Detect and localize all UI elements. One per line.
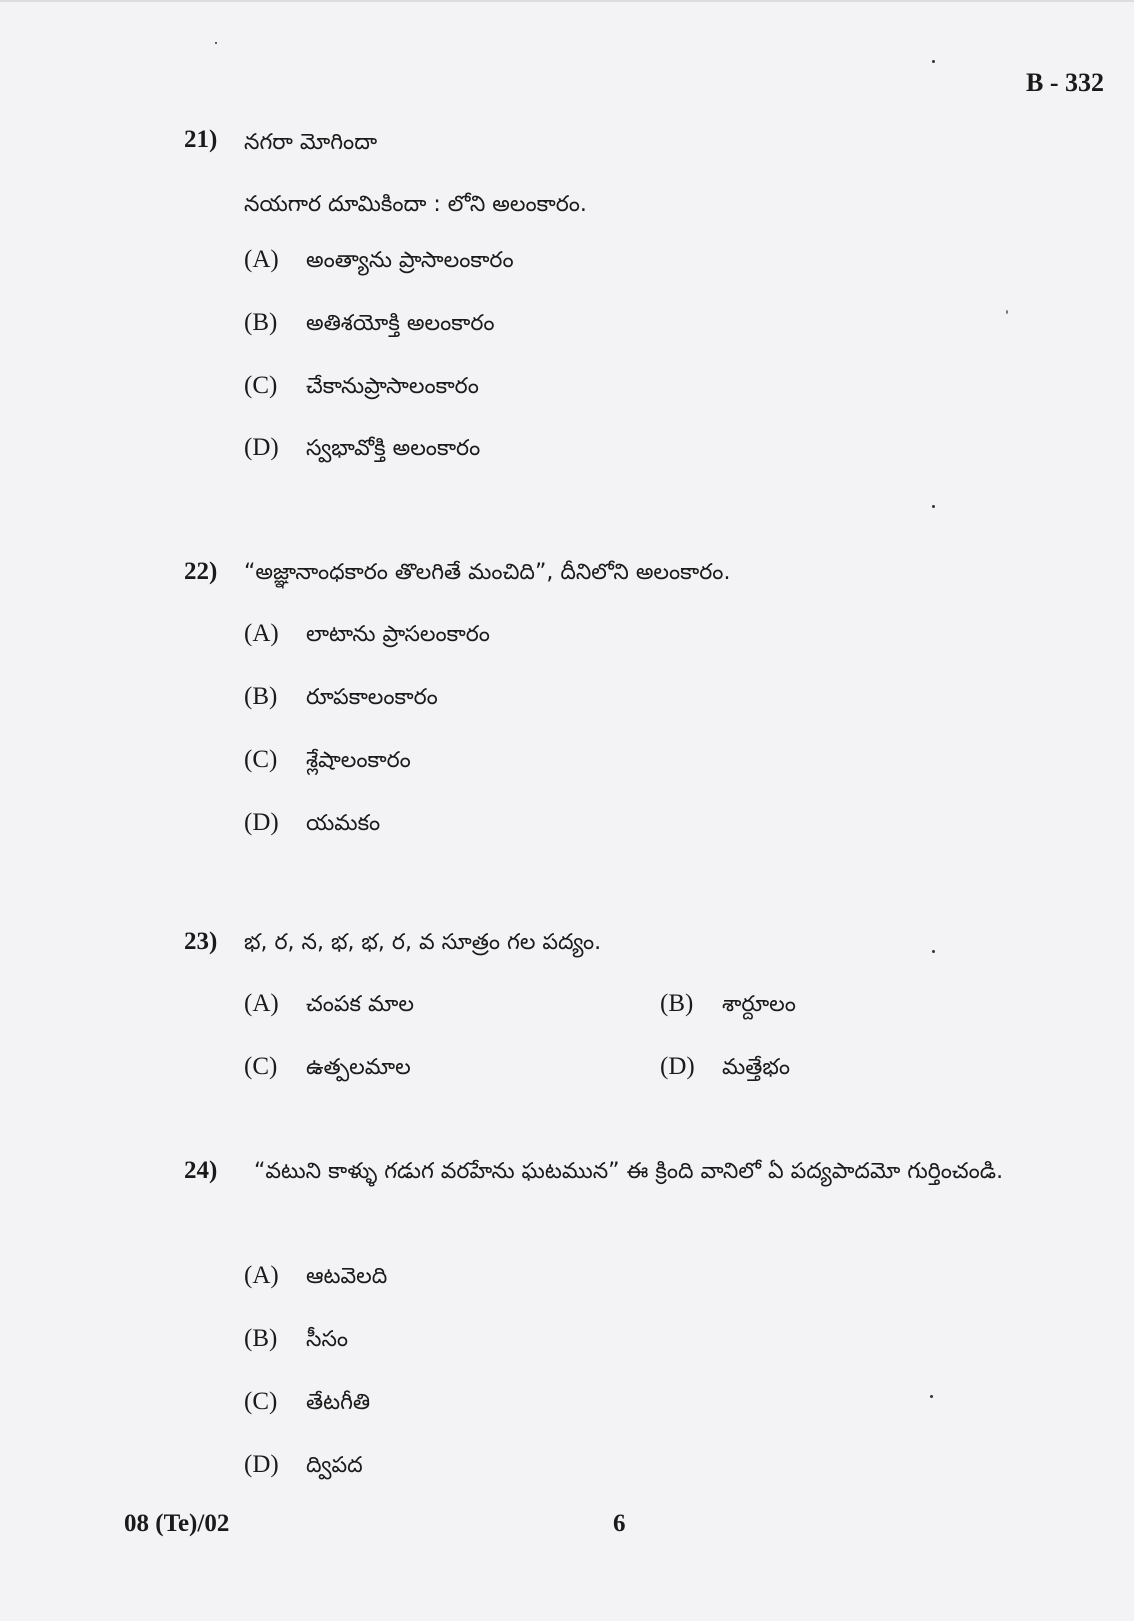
scan-speck bbox=[1006, 310, 1008, 314]
option-letter: (B) bbox=[244, 1325, 278, 1352]
option-d bbox=[244, 809, 380, 841]
question-number: 23) bbox=[184, 928, 218, 955]
option-letter: (B) bbox=[244, 683, 278, 710]
option-letter: (C) bbox=[244, 746, 278, 773]
option-text: ద్విపద bbox=[306, 1453, 363, 1478]
option-text: యమకం bbox=[306, 811, 381, 836]
scan-speck bbox=[930, 1395, 933, 1398]
option-c bbox=[244, 1053, 411, 1085]
scan-speck bbox=[932, 950, 935, 953]
page-number: 6 bbox=[613, 1510, 626, 1537]
scan-speck bbox=[215, 42, 217, 44]
option-a bbox=[244, 620, 490, 652]
option-b bbox=[244, 309, 495, 341]
question-number: 22) bbox=[184, 558, 218, 585]
option-text: సీసం bbox=[306, 1327, 349, 1352]
question-number: 24) bbox=[184, 1157, 218, 1184]
option-letter: (B) bbox=[244, 309, 278, 336]
option-text: అతిశయోక్తి అలంకారం bbox=[306, 311, 495, 336]
option-text: రూపకాలంకారం bbox=[306, 685, 438, 710]
scan-edge bbox=[0, 0, 1134, 2]
option-letter: (A) bbox=[244, 620, 279, 647]
option-a bbox=[244, 1262, 387, 1294]
option-a bbox=[244, 246, 514, 278]
option-letter: (D) bbox=[660, 1053, 695, 1080]
option-text: అంత్యాను ప్రాసాలంకారం bbox=[306, 248, 514, 273]
option-letter: (C) bbox=[244, 1053, 278, 1080]
option-text: తేటగీతి bbox=[306, 1390, 371, 1415]
option-b bbox=[244, 683, 438, 715]
question-text: భ, ర, న, భ, భ, ర, వ సూత్రం గల పద్యం. bbox=[244, 930, 602, 955]
footer-paper-code: 08 (Te)/02 bbox=[124, 1510, 230, 1537]
option-letter: (A) bbox=[244, 246, 279, 273]
option-c bbox=[244, 1388, 370, 1420]
option-letter: (C) bbox=[244, 372, 278, 399]
option-text: శార్దూలం bbox=[722, 992, 796, 1017]
option-letter: (A) bbox=[244, 990, 279, 1017]
option-letter: (D) bbox=[244, 434, 279, 461]
option-d bbox=[660, 1053, 790, 1085]
option-c bbox=[244, 746, 411, 778]
option-text: ఆటవెలది bbox=[306, 1264, 388, 1289]
option-letter: (D) bbox=[244, 1451, 279, 1478]
paper-code: B - 332 bbox=[1026, 68, 1104, 97]
option-a bbox=[244, 990, 414, 1022]
option-letter: (B) bbox=[660, 990, 694, 1017]
option-letter: (A) bbox=[244, 1262, 279, 1289]
option-text: శ్లేషాలంకారం bbox=[306, 748, 411, 773]
option-b bbox=[660, 990, 796, 1022]
option-text: స్వభావోక్తి అలంకారం bbox=[306, 436, 481, 461]
question-number: 21) bbox=[184, 126, 218, 153]
option-text: చంపక మాల bbox=[306, 992, 414, 1017]
option-letter: (C) bbox=[244, 1388, 278, 1415]
option-c bbox=[244, 372, 479, 404]
option-d bbox=[244, 1451, 363, 1483]
question-text: “వటుని కాళ్ళు గడుగ వరహేను ఘటమున” ఈ క్రింది వానిలో ఏ పద్యపాదమో గుర్తించండి. bbox=[254, 1159, 1004, 1184]
option-text: మత్తేభం bbox=[722, 1055, 791, 1080]
scan-speck bbox=[932, 505, 935, 508]
option-d bbox=[244, 434, 480, 466]
option-text: లాటాను ప్రాసలంకారం bbox=[306, 622, 490, 647]
option-text: చేకానుప్రాసాలంకారం bbox=[306, 374, 479, 399]
option-b bbox=[244, 1325, 348, 1357]
scan-speck bbox=[932, 60, 935, 63]
question-text: “అజ్ఞానాంధకారం తొలగితే మంచిది”, దీనిలోని అలంకారం. bbox=[244, 560, 731, 585]
option-text: ఉత్పలమాల bbox=[306, 1055, 411, 1080]
option-letter: (D) bbox=[244, 809, 279, 836]
question-text: నగరా మోగిందా నయగార దూమికిందా : లోని అలంకారం. bbox=[244, 130, 587, 217]
